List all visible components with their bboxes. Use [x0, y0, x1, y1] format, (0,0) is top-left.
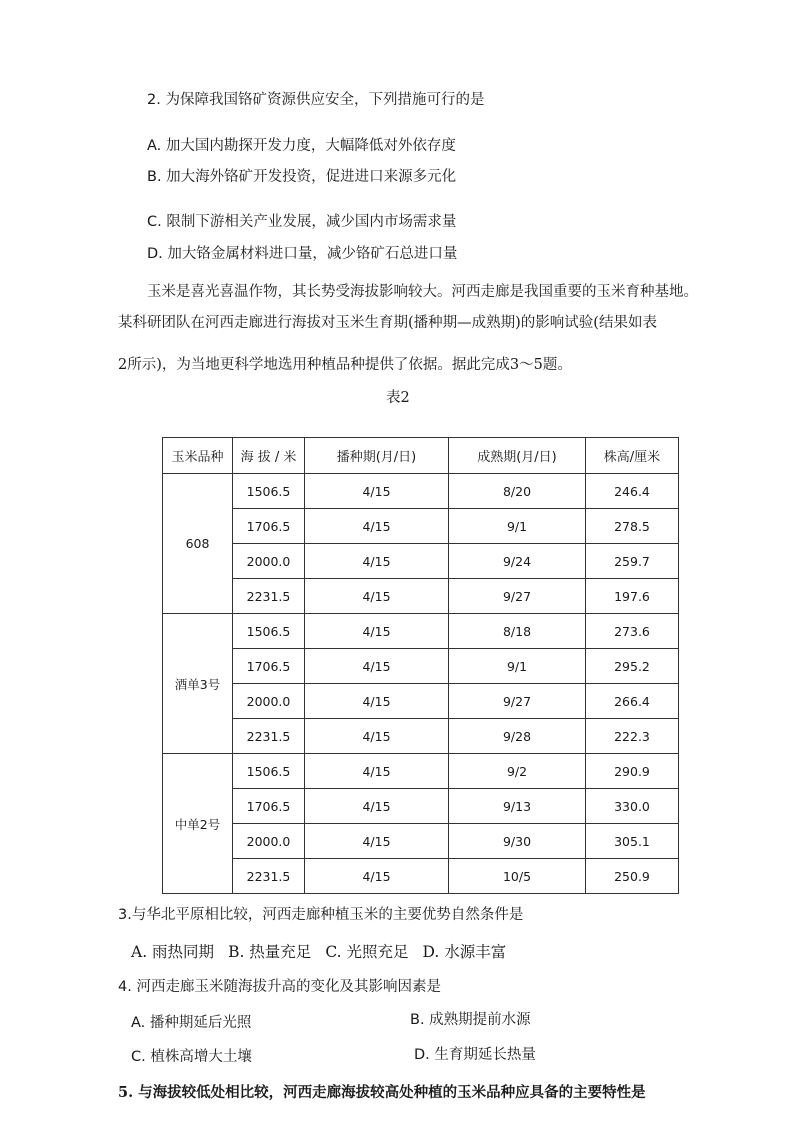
- q4-option-c: C. 植株高增大土壤: [131, 1049, 252, 1065]
- sowing-cell: 4/15: [305, 684, 449, 719]
- data-table: [162, 437, 679, 894]
- passage-line-1: 玉米是喜光喜温作物，其长势受海拔影响较大。河西走廊是我国重要的玉米育种基地。: [147, 284, 698, 300]
- table-header-row: [163, 438, 679, 474]
- sowing-cell: 4/15: [305, 579, 449, 614]
- header-height: 株高/厘米: [586, 438, 679, 474]
- sowing-cell: 4/15: [305, 649, 449, 684]
- table-row: [163, 614, 679, 649]
- altitude-cell: 2000.0: [233, 824, 305, 859]
- table-row: [163, 649, 679, 684]
- sowing-cell: 4/15: [305, 474, 449, 509]
- q3-option-b: B. 热量充足: [228, 943, 312, 961]
- sowing-cell: 4/15: [305, 789, 449, 824]
- variety-cell: 608: [163, 474, 233, 614]
- header-variety: 玉米品种: [163, 438, 233, 474]
- table-row: [163, 544, 679, 579]
- height-cell: 330.0: [586, 789, 679, 824]
- q3-option-d: D. 水源丰富: [422, 943, 507, 961]
- sowing-cell: 4/15: [305, 859, 449, 894]
- passage-line-3: 2所示)，为当地更科学地选用种植品种提供了依据。据此完成3～5题。: [118, 357, 572, 373]
- table-row: [163, 579, 679, 614]
- height-cell: 197.6: [586, 579, 679, 614]
- maturity-cell: 10/5: [449, 859, 586, 894]
- altitude-cell: 2000.0: [233, 684, 305, 719]
- sowing-cell: 4/15: [305, 614, 449, 649]
- q4-option-a: A. 播种期延后光照: [131, 1015, 252, 1031]
- sowing-cell: 4/15: [305, 509, 449, 544]
- table-row: [163, 719, 679, 754]
- header-sowing: 播种期(月/日): [305, 438, 449, 474]
- height-cell: 305.1: [586, 824, 679, 859]
- height-cell: 259.7: [586, 544, 679, 579]
- maturity-cell: 9/27: [449, 684, 586, 719]
- q2-stem: 2. 为保障我国铬矿资源供应安全，下列措施可行的是: [147, 92, 485, 108]
- sowing-cell: 4/15: [305, 824, 449, 859]
- q2-option-c: C. 限制下游相关产业发展，减少国内市场需求量: [147, 214, 457, 230]
- altitude-cell: 1706.5: [233, 649, 305, 684]
- q3-option-c: C. 光照充足: [325, 943, 409, 961]
- height-cell: 266.4: [586, 684, 679, 719]
- height-cell: 222.3: [586, 719, 679, 754]
- table-row: [163, 684, 679, 719]
- maturity-cell: 9/1: [449, 509, 586, 544]
- altitude-cell: 1706.5: [233, 789, 305, 824]
- altitude-cell: 1506.5: [233, 614, 305, 649]
- variety-cell: 酒单3号: [163, 614, 233, 754]
- q3-option-a: A. 雨热同期: [131, 943, 215, 961]
- passage-line-2: 某科研团队在河西走廊进行海拔对玉米生育期(播种期—成熟期)的影响试验(结果如表: [118, 315, 657, 331]
- altitude-cell: 1506.5: [233, 754, 305, 789]
- maturity-cell: 9/30: [449, 824, 586, 859]
- maturity-cell: 8/18: [449, 614, 586, 649]
- height-cell: 250.9: [586, 859, 679, 894]
- altitude-cell: 1706.5: [233, 509, 305, 544]
- q3-options: [131, 942, 520, 962]
- q4-stem: 4. 河西走廊玉米随海拔升高的变化及其影响因素是: [118, 979, 441, 995]
- header-altitude: 海 拔 / 米: [233, 438, 305, 474]
- q2-option-a: A. 加大国内勘探开发力度，大幅降低对外依存度: [147, 138, 456, 154]
- height-cell: 246.4: [586, 474, 679, 509]
- table-row: [163, 789, 679, 824]
- maturity-cell: 9/13: [449, 789, 586, 824]
- height-cell: 278.5: [586, 509, 679, 544]
- height-cell: 273.6: [586, 614, 679, 649]
- table-row: [163, 509, 679, 544]
- table-row: [163, 859, 679, 894]
- maturity-cell: 9/27: [449, 579, 586, 614]
- maturity-cell: 9/2: [449, 754, 586, 789]
- q5-stem: 5. 与海拔较低处相比较，河西走廊海拔较高处种植的玉米品种应具备的主要特性是: [118, 1084, 646, 1101]
- altitude-cell: 2231.5: [233, 719, 305, 754]
- table-caption: 表2: [386, 390, 410, 406]
- header-maturity: 成熟期(月/日): [449, 438, 586, 474]
- altitude-cell: 2000.0: [233, 544, 305, 579]
- q4-option-b: B. 成熟期提前水源: [410, 1012, 531, 1028]
- sowing-cell: 4/15: [305, 544, 449, 579]
- height-cell: 295.2: [586, 649, 679, 684]
- maturity-cell: 8/20: [449, 474, 586, 509]
- sowing-cell: 4/15: [305, 754, 449, 789]
- maturity-cell: 9/1: [449, 649, 586, 684]
- table-row: [163, 824, 679, 859]
- height-cell: 290.9: [586, 754, 679, 789]
- q2-option-b: B. 加大海外铬矿开发投资，促进进口来源多元化: [147, 169, 457, 185]
- q3-stem: 3.与华北平原相比较，河西走廊种植玉米的主要优势自然条件是: [118, 907, 524, 923]
- q4-option-d: D. 生育期延长热量: [414, 1047, 536, 1063]
- table-row: [163, 474, 679, 509]
- altitude-cell: 1506.5: [233, 474, 305, 509]
- q2-option-d: D. 加大铬金属材料进口量，减少铬矿石总进口量: [147, 246, 458, 262]
- variety-cell: 中单2号: [163, 754, 233, 894]
- maturity-cell: 9/24: [449, 544, 586, 579]
- sowing-cell: 4/15: [305, 719, 449, 754]
- table-row: [163, 754, 679, 789]
- maturity-cell: 9/28: [449, 719, 586, 754]
- altitude-cell: 2231.5: [233, 579, 305, 614]
- altitude-cell: 2231.5: [233, 859, 305, 894]
